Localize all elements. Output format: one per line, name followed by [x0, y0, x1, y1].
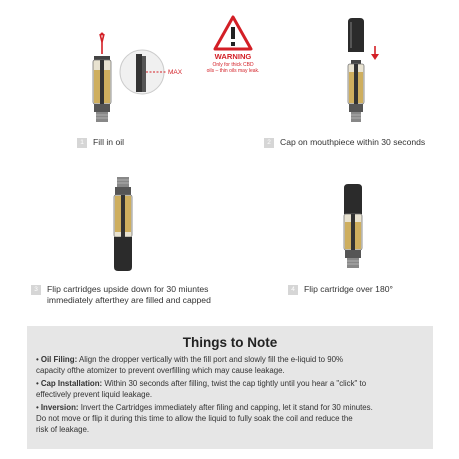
- step3-illustration: [100, 175, 150, 275]
- note-oil-filing-text1: Align the dropper vertically with the fill port and slowly fill the e-liquid to 90%: [77, 355, 343, 364]
- note-cap-installation-term: Cap Installation:: [40, 379, 103, 388]
- step-4-number: 4: [288, 285, 298, 295]
- step1-illustration: [80, 30, 200, 130]
- cartridge-icon: [348, 60, 364, 122]
- notes-title: Things to Note: [182, 335, 278, 350]
- upright-cartridge-icon: [344, 184, 362, 268]
- step-1-label: [77, 137, 124, 148]
- note-inversion: • Inversion: Invert the Cartridges immediately after filing and capping, let it stand for 30 minutes. Do not move or flip it during this time to allow the liquid to fully soak the coil and reduce the risk of leakage.: [36, 402, 428, 435]
- arrow-down-icon: [371, 46, 379, 60]
- note-inversion-text2: Do not move or flip it during this time to allow the liquid to fully soak the coil and reduce the: [36, 414, 353, 423]
- step-4-label: [288, 284, 393, 295]
- step4-illustration: [330, 180, 380, 275]
- inverted-cartridge-icon: [114, 177, 132, 271]
- note-oil-filing: • Oil Filing: Align the dropper vertically with the fill port and slowly fill the e-liquid to 90% capacity ofthe atomizer to prevent overfilling which may cause leakage.: [36, 354, 428, 376]
- step2-illustration: [340, 16, 400, 126]
- step-2-number: 2: [264, 138, 274, 148]
- step-2-text: Cap on mouthpiece within 30 seconds: [280, 137, 426, 147]
- step-1-text: Fill in oil: [93, 137, 125, 147]
- warning-title: WARNING: [214, 52, 252, 61]
- cartridge-icon: [93, 56, 111, 122]
- step-1-number: 1: [77, 138, 87, 148]
- note-inversion-text3: risk of leakage.: [36, 425, 90, 434]
- mouthpiece-icon: [348, 18, 364, 52]
- note-oil-filing-term: Oil Filing:: [40, 355, 78, 364]
- note-inversion-term: Inversion:: [40, 403, 79, 412]
- dropper-icon: [100, 33, 104, 55]
- warning-text-line1: Only for thick CBD: [212, 62, 254, 68]
- note-inversion-text1: Invert the Cartridges immediately after filing and capping, let it stand for 30 minutes.: [78, 403, 373, 412]
- note-cap-installation-text1: Within 30 seconds after filling, twist the cap tightly until you hear a "click" to: [102, 379, 367, 388]
- step-3-label: [31, 284, 211, 306]
- notes-panel: [27, 326, 433, 449]
- max-label: MAX: [168, 69, 183, 76]
- step-3-number: 3: [31, 285, 41, 295]
- note-cap-installation: • Cap Installation: Within 30 seconds after filling, twist the cap tightly until you hear a "click" to effectively prevent liquid leakage.: [36, 378, 428, 400]
- warning-text-line2: oils – thin oils may leak.: [206, 68, 260, 74]
- step-2-label: [264, 137, 425, 148]
- warning-triangle-icon: [213, 15, 253, 51]
- step-3-text-line1: Flip cartridges upside down for 30 miuntes: [47, 284, 209, 294]
- note-oil-filing-text2: capacity ofthe atomizer to prevent overfilling which may cause leakage.: [36, 366, 285, 375]
- note-cap-installation-text2: effectively prevent liquid leakage.: [36, 390, 153, 399]
- step-3-text-line2: immediately afterthey are filled and capped: [47, 295, 211, 305]
- magnifier-icon: [120, 50, 166, 94]
- step-4-text: Flip cartridge over 180°: [304, 284, 393, 294]
